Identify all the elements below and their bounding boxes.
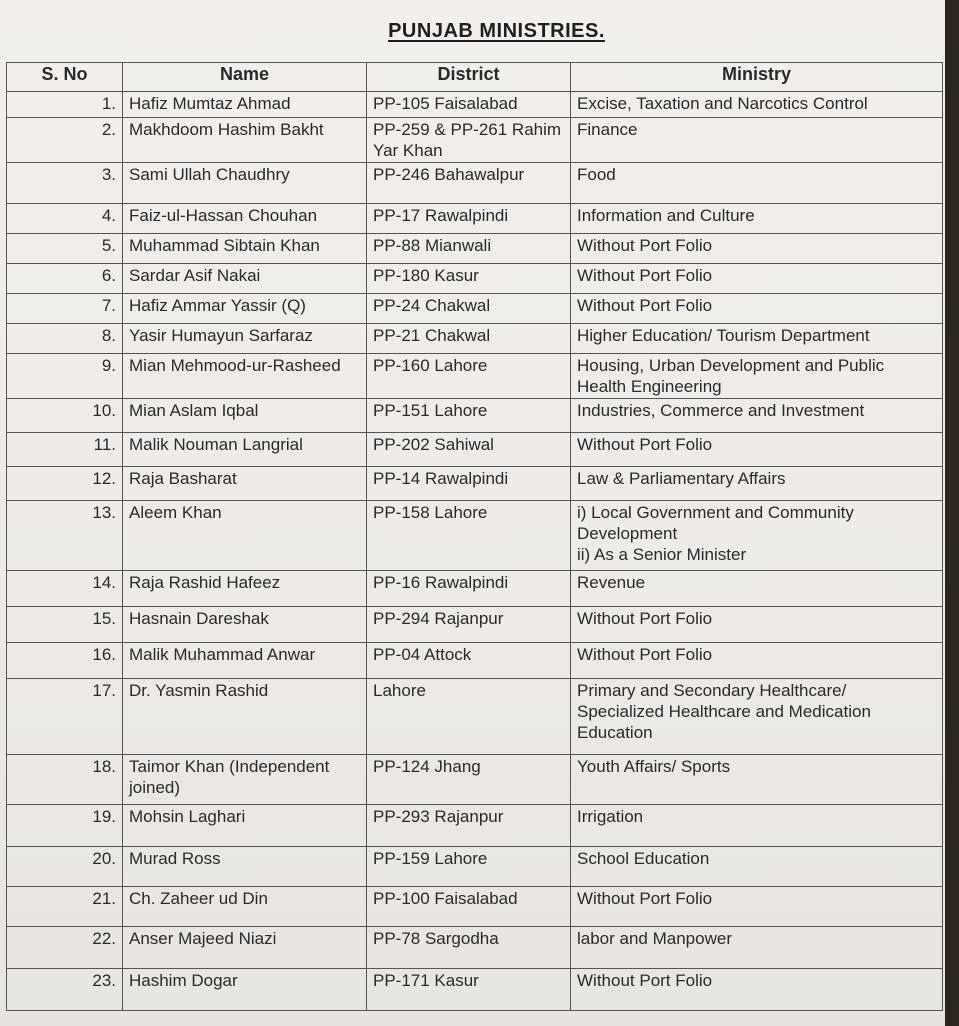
table-row xyxy=(7,354,943,399)
cell-district: PP-04 Attock xyxy=(367,643,571,679)
cell-name: Hashim Dogar xyxy=(123,969,367,1011)
cell-sno: 18. xyxy=(7,755,123,805)
cell-ministry: Revenue xyxy=(571,571,943,607)
cell-name: Raja Rashid Hafeez xyxy=(123,571,367,607)
cell-district: PP-171 Kasur xyxy=(367,969,571,1011)
cell-sno: 13. xyxy=(7,501,123,571)
table-row xyxy=(7,501,943,571)
table-row xyxy=(7,118,943,163)
cell-district: Lahore xyxy=(367,679,571,755)
cell-district: PP-105 Faisalabad xyxy=(367,92,571,118)
table-row xyxy=(7,324,943,354)
cell-name: Hafiz Ammar Yassir (Q) xyxy=(123,294,367,324)
cell-ministry: Housing, Urban Development and Public Health Engineering xyxy=(571,354,943,399)
cell-sno: 20. xyxy=(7,847,123,887)
table-row xyxy=(7,234,943,264)
cell-district: PP-21 Chakwal xyxy=(367,324,571,354)
cell-ministry: Youth Affairs/ Sports xyxy=(571,755,943,805)
cell-district: PP-17 Rawalpindi xyxy=(367,204,571,234)
cell-district: PP-100 Faisalabad xyxy=(367,887,571,927)
table-row xyxy=(7,571,943,607)
cell-ministry: School Education xyxy=(571,847,943,887)
cell-ministry: Finance xyxy=(571,118,943,163)
cell-name: Mian Aslam Iqbal xyxy=(123,399,367,433)
table-row xyxy=(7,679,943,755)
table-row xyxy=(7,887,943,927)
cell-ministry: Without Port Folio xyxy=(571,643,943,679)
cell-district: PP-158 Lahore xyxy=(367,501,571,571)
cell-district: PP-246 Bahawalpur xyxy=(367,163,571,204)
table-row xyxy=(7,643,943,679)
cell-name: Murad Ross xyxy=(123,847,367,887)
cell-district: PP-294 Rajanpur xyxy=(367,607,571,643)
cell-ministry: Excise, Taxation and Narcotics Control xyxy=(571,92,943,118)
document-title-text: PUNJAB MINISTRIES. xyxy=(388,20,605,42)
cell-sno: 22. xyxy=(7,927,123,969)
cell-district: PP-78 Sargodha xyxy=(367,927,571,969)
table-row xyxy=(7,927,943,969)
cell-district: PP-24 Chakwal xyxy=(367,294,571,324)
table-row xyxy=(7,264,943,294)
cell-ministry: Industries, Commerce and Investment xyxy=(571,399,943,433)
cell-sno: 12. xyxy=(7,467,123,501)
cell-name: Hafiz Mumtaz Ahmad xyxy=(123,92,367,118)
cell-ministry: Law & Parliamentary Affairs xyxy=(571,467,943,501)
table-row xyxy=(7,399,943,433)
cell-district: PP-293 Rajanpur xyxy=(367,805,571,847)
cell-district: PP-88 Mianwali xyxy=(367,234,571,264)
cell-sno: 23. xyxy=(7,969,123,1011)
cell-sno: 11. xyxy=(7,433,123,467)
cell-district: PP-259 & PP-261 Rahim Yar Khan xyxy=(367,118,571,163)
cell-ministry: Food xyxy=(571,163,943,204)
cell-district: PP-16 Rawalpindi xyxy=(367,571,571,607)
cell-name: Mohsin Laghari xyxy=(123,805,367,847)
cell-district: PP-159 Lahore xyxy=(367,847,571,887)
cell-ministry: Information and Culture xyxy=(571,204,943,234)
cell-ministry: Without Port Folio xyxy=(571,234,943,264)
cell-ministry: i) Local Government and Community Development ii) As a Senior Minister xyxy=(571,501,943,571)
header-district: District xyxy=(367,63,571,92)
table-row xyxy=(7,607,943,643)
cell-name: Yasir Humayun Sarfaraz xyxy=(123,324,367,354)
header-row xyxy=(7,63,943,92)
cell-name: Faiz-ul-Hassan Chouhan xyxy=(123,204,367,234)
cell-name: Malik Muhammad Anwar xyxy=(123,643,367,679)
cell-name: Anser Majeed Niazi xyxy=(123,927,367,969)
cell-ministry: Without Port Folio xyxy=(571,887,943,927)
cell-sno: 1. xyxy=(7,92,123,118)
cell-district: PP-14 Rawalpindi xyxy=(367,467,571,501)
cell-district: PP-202 Sahiwal xyxy=(367,433,571,467)
table-header xyxy=(7,63,943,92)
cell-district: PP-160 Lahore xyxy=(367,354,571,399)
cell-name: Sardar Asif Nakai xyxy=(123,264,367,294)
table-row xyxy=(7,92,943,118)
cell-ministry: Without Port Folio xyxy=(571,607,943,643)
table-row xyxy=(7,163,943,204)
cell-name: Makhdoom Hashim Bakht xyxy=(123,118,367,163)
table-row xyxy=(7,467,943,501)
cell-district: PP-180 Kasur xyxy=(367,264,571,294)
table-row xyxy=(7,969,943,1011)
header-sno: S. No xyxy=(7,63,123,92)
cell-ministry: labor and Manpower xyxy=(571,927,943,969)
cell-name: Mian Mehmood-ur-Rasheed xyxy=(123,354,367,399)
cell-ministry: Irrigation xyxy=(571,805,943,847)
cell-name: Sami Ullah Chaudhry xyxy=(123,163,367,204)
table-row xyxy=(7,204,943,234)
cell-sno: 7. xyxy=(7,294,123,324)
cell-ministry: Without Port Folio xyxy=(571,969,943,1011)
cell-sno: 14. xyxy=(7,571,123,607)
cell-name: Hasnain Dareshak xyxy=(123,607,367,643)
header-name: Name xyxy=(123,63,367,92)
cell-ministry: Without Port Folio xyxy=(571,264,943,294)
cell-sno: 2. xyxy=(7,118,123,163)
cell-sno: 5. xyxy=(7,234,123,264)
cell-sno: 8. xyxy=(7,324,123,354)
cell-sno: 15. xyxy=(7,607,123,643)
table-row xyxy=(7,847,943,887)
table-body xyxy=(7,92,943,1011)
cell-name: Aleem Khan xyxy=(123,501,367,571)
table-row xyxy=(7,433,943,467)
cell-sno: 21. xyxy=(7,887,123,927)
cell-name: Muhammad Sibtain Khan xyxy=(123,234,367,264)
cell-sno: 17. xyxy=(7,679,123,755)
cell-ministry: Without Port Folio xyxy=(571,294,943,324)
cell-sno: 4. xyxy=(7,204,123,234)
table-row xyxy=(7,294,943,324)
table-row xyxy=(7,805,943,847)
cell-ministry: Without Port Folio xyxy=(571,433,943,467)
cell-sno: 3. xyxy=(7,163,123,204)
cell-name: Ch. Zaheer ud Din xyxy=(123,887,367,927)
cell-name: Raja Basharat xyxy=(123,467,367,501)
cell-ministry: Primary and Secondary Healthcare/ Specialized Healthcare and Medication Education xyxy=(571,679,943,755)
cell-sno: 19. xyxy=(7,805,123,847)
table-row xyxy=(7,755,943,805)
cell-sno: 9. xyxy=(7,354,123,399)
header-ministry: Ministry xyxy=(571,63,943,92)
cell-sno: 6. xyxy=(7,264,123,294)
cell-district: PP-124 Jhang xyxy=(367,755,571,805)
ministries-table xyxy=(6,62,943,1011)
cell-sno: 10. xyxy=(7,399,123,433)
cell-name: Taimor Khan (Independent joined) xyxy=(123,755,367,805)
cell-name: Malik Nouman Langrial xyxy=(123,433,367,467)
cell-name: Dr. Yasmin Rashid xyxy=(123,679,367,755)
document-title xyxy=(0,20,945,43)
cell-sno: 16. xyxy=(7,643,123,679)
cell-ministry: Higher Education/ Tourism Department xyxy=(571,324,943,354)
cell-district: PP-151 Lahore xyxy=(367,399,571,433)
